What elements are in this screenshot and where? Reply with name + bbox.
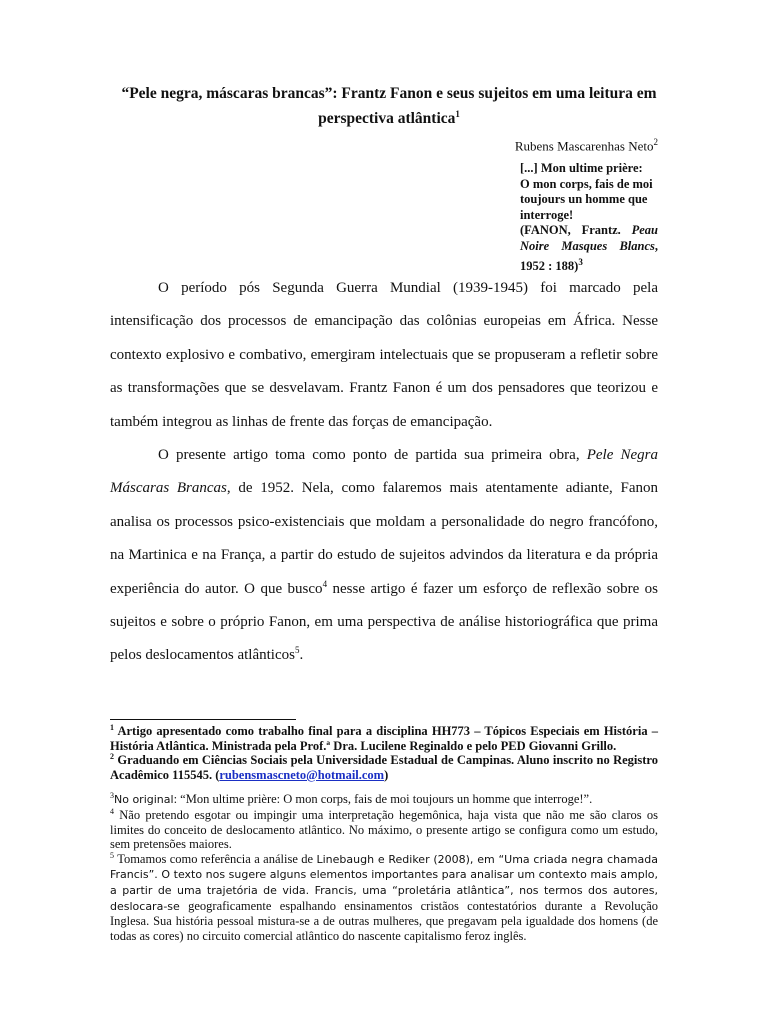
title-line-2: perspectiva atlântica: [318, 110, 456, 128]
footnote-4: [110, 808, 658, 852]
paragraph-2-text: , de 1952. Nela, como falaremos mais atentamente adiante, Fanon analisa os processos psico-existenciais que moldam a personalidade do negro francófono, na Martinica e na França, a partir do estudo de sujeitos advindos da literatura e da própria experiência do autor. O que busco: [110, 480, 658, 597]
epigraph-citation-page: 1952 : 188): [520, 258, 579, 273]
epigraph-line: O mon corps, fais de moi: [520, 176, 653, 191]
footnote-spacer: [110, 782, 658, 792]
footnote-number: 1: [110, 722, 114, 732]
epigraph-line: interroge!: [520, 207, 574, 222]
footnotes: [110, 724, 658, 943]
footnote-ref-4[interactable]: 4: [322, 578, 328, 589]
epigraph-citation-author: (FANON, Frantz.: [520, 223, 621, 238]
article-body: [110, 272, 658, 673]
footnote-number: 2: [110, 752, 114, 762]
footnote-text: Graduando em Ciências Sociais pela Universidade Estadual de Campinas. Aluno inscrito no Registro Acadêmico 115545. (: [110, 753, 658, 782]
paragraph-2-text: .: [299, 647, 304, 664]
footnote-3: [110, 792, 658, 808]
paragraph-2-text: O presente artigo toma como ponto de partida sua primeira obra,: [158, 447, 580, 464]
footnote-1: [110, 724, 658, 753]
footnote-text: geograficamente espalhando ensinamentos cristãos contestatórios durante a Revolução Inglesa. Sua história pessoal mistura-se a de outras mulheres, que pregavam pela igualdade dos homens (de todas as cores) no circuito comercial atlântico do nascente capitalismo feroz inglês.: [110, 898, 659, 943]
paragraph-1: O período pós Segunda Guerra Mundial (1939-1945) foi marcado pela intensificação dos processos de emancipação das colônias europeias em África. Nesse contexto explosivo e combativo, emergiram intelectuais que se propuseram a refletir sobre as transformações que se desvelavam. Frantz Fanon é um dos pensadores que teorizou e também integrou as linhas de frente das forças de emancipação.: [110, 280, 658, 430]
footnote-ref-5[interactable]: 5: [294, 645, 300, 656]
footnote-number: 4: [110, 806, 114, 816]
author-name: [515, 134, 658, 154]
title-line-1: “Pele negra, máscaras brancas”: Frantz Fanon e seus sujeitos em uma leitura em: [121, 85, 657, 102]
epigraph-citation-title: Noire Masques Blancs: [520, 238, 655, 253]
footnote-separator: [110, 719, 296, 720]
epigraph-quote: [520, 161, 658, 274]
epigraph-line: toujours un homme que: [520, 192, 648, 207]
paragraph-2: [110, 439, 658, 673]
footnote-ref-1[interactable]: 1: [455, 109, 460, 119]
footnote-ref-3[interactable]: 3: [578, 256, 583, 267]
article-title: [100, 84, 678, 129]
footnote-ref-2[interactable]: 2: [653, 137, 658, 147]
paragraph-2-text: nesse artigo é fazer um esforço de reflexão sobre os sujeitos e sobre o próprio Fanon, em uma perspectiva de análise historiográfica que prima pelos deslocamentos atlânticos: [110, 580, 659, 664]
epigraph-citation-line: [520, 223, 658, 239]
footnote-text: Não pretendo esgotar ou impingir uma interpretação hegemônica, haja vista que não me são claros os limites do conceito de deslocamento atlântico. No máximo, o presente artigo se configura como um estudo, sem pretensões maiores.: [110, 807, 658, 852]
footnote-2: [110, 753, 658, 782]
footnote-label: No original: [114, 793, 174, 807]
footnote-5: [110, 852, 658, 944]
footnote-text: : “Mon ultime prière: O mon corps, fais de moi toujours un homme que interroge!”.: [173, 792, 593, 807]
footnote-text: Linebaugh e Rediker (2008), em “Uma criada negra chamada Francis”. O texto nos sugere alguns elementos importantes para analisar um contexto mais amplo, a partir de uma trajetória de vida. Francis, uma “proletária atlântica”, nos termos dos autores, deslocara-se: [110, 852, 658, 913]
epigraph-citation-title: Peau: [631, 223, 658, 238]
footnote-text: ): [384, 767, 389, 782]
epigraph-punctuation: ,: [654, 238, 658, 253]
footnote-number: 3: [110, 791, 114, 801]
epigraph-citation-line: [520, 239, 658, 255]
book-title: Pele Negra Máscaras Brancas: [110, 447, 658, 497]
epigraph-line: [...] Mon ultime prière:: [520, 161, 643, 175]
footnote-number: 5: [110, 850, 114, 860]
footnote-text: Artigo apresentado como trabalho final para a disciplina HH773 – Tópicos Especiais em História – História Atlântica. Ministrada pela Prof.ª Dra. Lucilene Reginaldo e pelo PED Giovanni Grillo.: [110, 724, 658, 753]
author-text: Rubens Mascarenhas Neto: [514, 138, 654, 154]
email-link[interactable]: rubensmascneto@hotmail.com: [219, 767, 385, 782]
footnote-text: Tomamos como referência a análise de: [117, 851, 314, 866]
